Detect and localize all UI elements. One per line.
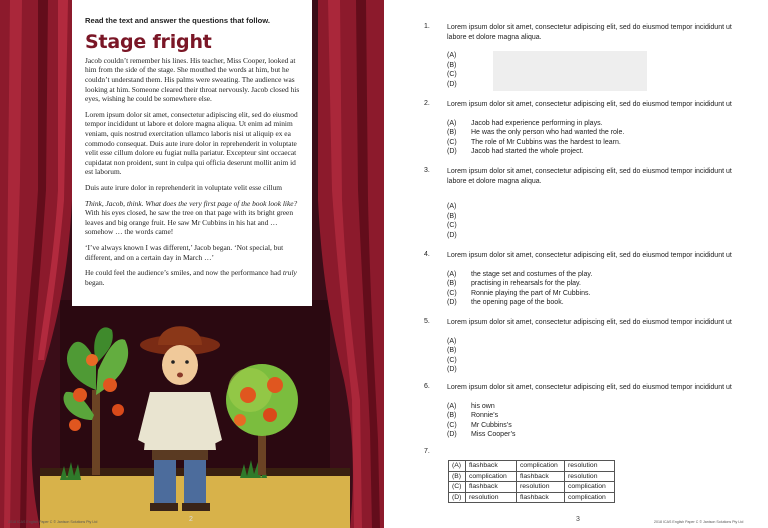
table-row[interactable]: (B) complication flashback resolution — [449, 471, 615, 482]
story-paragraph: Duis aute irure dolor in reprehenderit in voluptate velit esse cillum — [85, 182, 283, 192]
option-a[interactable]: (A) — [447, 337, 457, 345]
question-5 — [424, 318, 750, 375]
option-d[interactable]: (D) — [447, 80, 457, 88]
option-a[interactable]: (A) — [447, 203, 457, 211]
option-b[interactable]: (B) — [447, 347, 457, 355]
option-b[interactable]: (B) practising in rehearsals for the play. — [447, 280, 581, 288]
options-list — [447, 51, 750, 89]
question-number: 3. — [424, 167, 430, 174]
question-6 — [424, 383, 750, 440]
left-footer: 2018 ICAS English Paper C © Janison Solutions Pty Ltd — [8, 520, 98, 524]
thought-rest: With his eyes closed, he saw the tree on that page with its bright green leaves and big orange fruit. He saw Mr Cubbins in his hat and … somehow … the words came! — [85, 208, 294, 237]
options-list — [447, 337, 750, 375]
options-list — [447, 202, 750, 240]
option-c[interactable]: (C) Ronnie playing the part of Mr Cubbins. — [447, 289, 591, 297]
right-page-number: 3 — [576, 516, 580, 523]
option-a[interactable]: (A) — [447, 52, 457, 60]
question-text: Lorem ipsum dolor sit amet, consectetur adipiscing elit, sed do eiusmod tempor incididunt ut — [447, 101, 732, 108]
story-paragraph: ‘I’ve always known I was different,’ Jacob began. ‘Not special, but different, and on a certain day in March …’ — [85, 242, 284, 262]
option-d[interactable]: (D) — [447, 366, 457, 374]
question-3 — [424, 167, 750, 241]
options-list — [447, 270, 750, 308]
final-italic: truly — [282, 268, 297, 278]
final-text-end: began. — [85, 277, 105, 287]
options-list — [447, 119, 750, 157]
story-text-panel — [72, 0, 312, 306]
thought-italic: Think, Jacob, think. What does the very first page of the book look like? — [85, 198, 298, 208]
final-text: He could feel the audience’s smiles, and now the performance had — [85, 268, 283, 278]
question-number: 2. — [424, 100, 430, 107]
question-number: 1. — [424, 23, 430, 30]
left-page-number: 2 — [189, 516, 193, 523]
question-7 — [424, 448, 750, 503]
question-2 — [424, 100, 750, 157]
question-4 — [424, 251, 750, 308]
story-paragraph: Lorem ipsum dolor sit amet, consectetur adipiscing elit, sed do eiusmod tempor incididunt ut labore et dolore magna aliqua. Ut enim ad minim veniam, quis nostrud exercitation ullamco laboris nisi ut aliquip ex ea commodo consequat. Duis aute irure dolor in reprehenderit in voluptate velit esse cillum dolore eu fugiat nulla pariatur. Excepteur sint occaecat cupidatat non proident, sunt in culpa qui officia deserunt mollit anim id est laborum. — [85, 109, 298, 177]
question-number: 6. — [424, 383, 430, 390]
option-b[interactable]: (B) He was the only person who had wanted the role. — [447, 129, 625, 137]
option-d[interactable]: (D) Jacob had started the whole project. — [447, 148, 584, 156]
option-c[interactable]: (C) — [447, 222, 457, 230]
option-c[interactable]: (C) — [447, 356, 457, 364]
option-d[interactable]: (D) Miss Cooper’s — [447, 431, 516, 439]
option-d[interactable]: (D) the opening page of the book. — [447, 299, 564, 307]
question-number: 4. — [424, 251, 430, 258]
question-1 — [424, 23, 750, 90]
question-number: 7. — [424, 448, 430, 455]
blank-answer-area — [493, 51, 647, 91]
instruction-text: Read the text and answer the questions that follow. — [85, 16, 270, 25]
option-a[interactable]: (A) Jacob had experience performing in plays. — [447, 119, 603, 127]
option-c[interactable]: (C) — [447, 71, 457, 79]
option-d[interactable]: (D) — [447, 231, 457, 239]
table-row[interactable]: (D) resolution flashback complication — [449, 492, 615, 503]
table-row[interactable]: (A) flashback complication resolution — [449, 461, 615, 472]
right-footer: 2018 ICAS English Paper C © Janison Solutions Pty Ltd — [654, 520, 744, 524]
option-a[interactable]: (A) his own — [447, 402, 495, 410]
question-text: Lorem ipsum dolor sit amet, consectetur adipiscing elit, sed do eiusmod tempor incididunt ut — [447, 384, 732, 391]
story-title: Stage fright — [85, 31, 212, 53]
story-paragraph — [85, 268, 300, 287]
option-c[interactable]: (C) The role of Mr Cubbins was the hardest to learn. — [447, 138, 621, 146]
option-b[interactable]: (B) Ronnie’s — [447, 412, 499, 420]
right-page — [384, 0, 768, 528]
question-number: 5. — [424, 318, 430, 325]
question-text: Lorem ipsum dolor sit amet, consectetur adipiscing elit, sed do eiusmod tempor incididunt ut — [447, 319, 732, 326]
option-b[interactable]: (B) — [447, 212, 457, 220]
story-paragraph: Jacob couldn’t remember his lines. His teacher, Miss Cooper, looked at him from the side of the stage. She mouthed the words at him, but he couldn’t understand them. His palms were sweating. The audience was looking at him. Someone cleared their throat nervously. Jacob closed his eyes, wishing he could be somewhere else. — [85, 55, 300, 104]
option-b[interactable]: (B) — [447, 61, 457, 69]
option-c[interactable]: (C) Mr Cubbins’s — [447, 421, 512, 429]
story-paragraph — [85, 199, 300, 237]
options-list — [447, 402, 750, 440]
table-row[interactable]: (C) flashback resolution complication — [449, 482, 615, 493]
question-text: Lorem ipsum dolor sit amet, consectetur adipiscing elit, sed do eiusmod tempor incididunt ut — [447, 252, 732, 259]
question-text: Lorem ipsum dolor sit amet, consectetur adipiscing elit, sed do eiusmod tempor incididunt ut labore et dolore magna aliqua. — [447, 24, 732, 41]
question-text: Lorem ipsum dolor sit amet, consectetur adipiscing elit, sed do eiusmod tempor incididunt ut labore et dolore magna aliqua. — [447, 168, 732, 185]
option-a[interactable]: (A) the stage set and costumes of the play. — [447, 270, 593, 278]
answer-table-wrap — [448, 460, 750, 503]
answer-table — [448, 460, 615, 503]
